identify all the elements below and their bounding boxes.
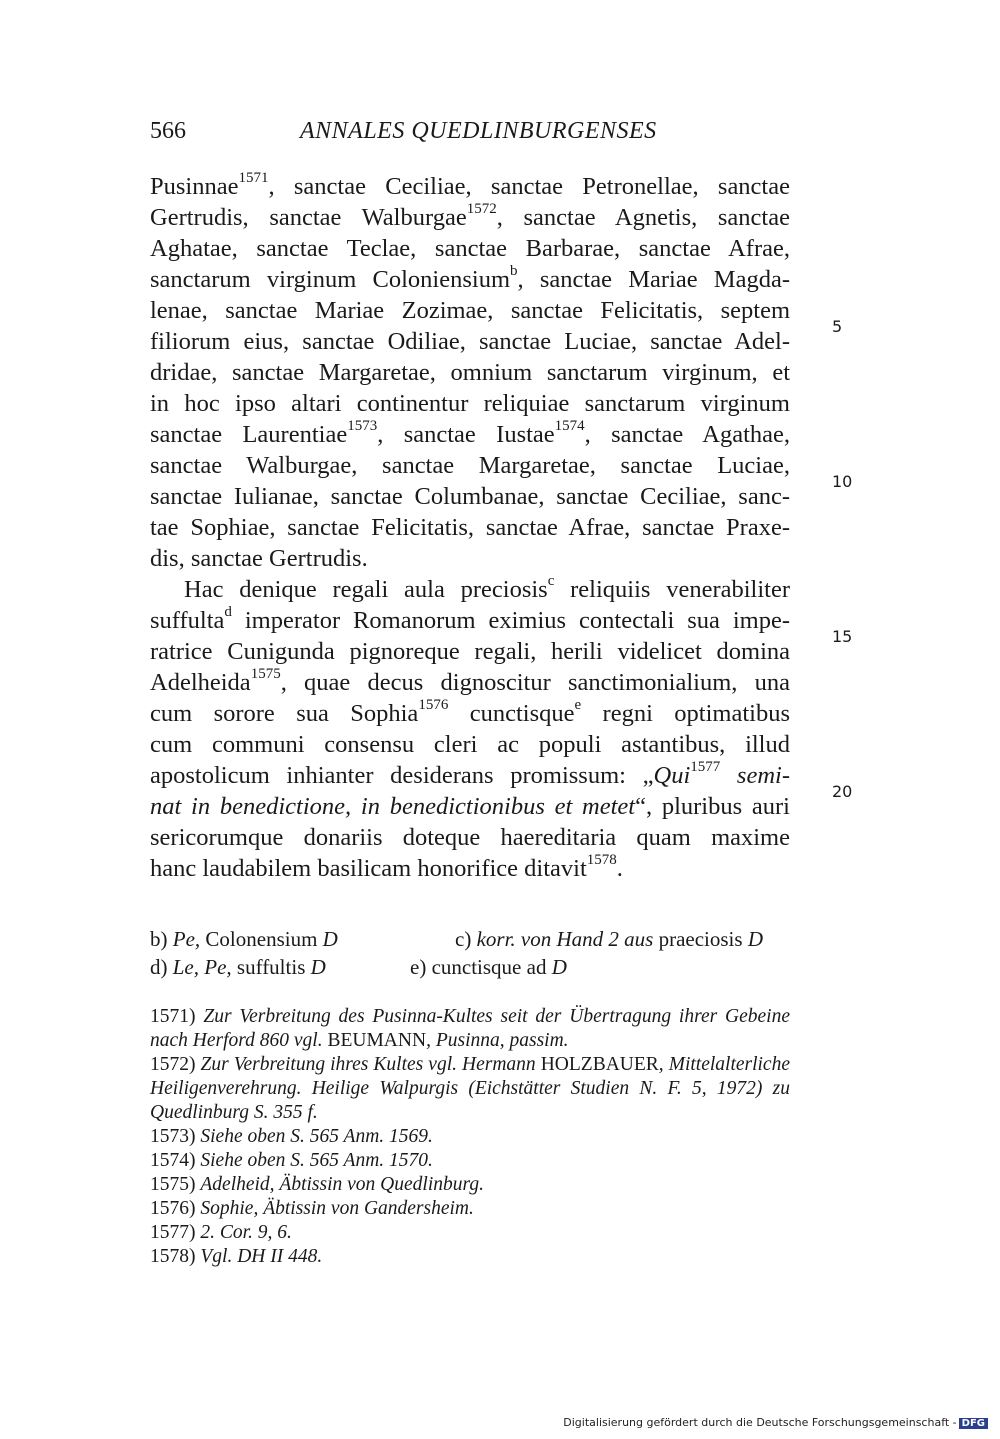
text-line: sanctae Laurentiae$^{1573}$, sanctae Iustae$^{1574}$, sanctae Agathae, xyxy=(150,417,791,448)
text-line: tae Sophiae, sanctae Felicitatis, sanctae Afrae, sanctae Praxe- xyxy=(150,514,790,541)
footnote-1576: 1576) Sophie, Äbtissin von Gandersheim. xyxy=(150,1198,474,1219)
footnote-1571: 1571) Zur Verbreitung des Pusinna-Kultes seit der Übertragung ihrer Gebeine nach Herford 860 vgl. BEUMANN, Pusinna, passim. xyxy=(150,1006,790,1051)
footnote-1573: 1573) Siehe oben S. 565 Anm. 1569. xyxy=(150,1126,433,1147)
footnote-ref: 1572 xyxy=(466,200,497,217)
footnote-ref: 1575 xyxy=(250,665,281,682)
apparatus-ref: d xyxy=(224,603,232,620)
running-title: ANNALES QUEDLINBURGENSES xyxy=(300,118,657,144)
text-line: suffulta$^d$ imperator Romanorum eximius contectali sua impe- xyxy=(150,603,790,634)
text-line: cum communi consensu cleri ac populi astantibus, illud xyxy=(150,731,790,758)
text-line: ratrice Cunigunda pignoreque regali, herili videlicet domina xyxy=(150,638,790,665)
text-line: dis, sanctae Gertrudis. xyxy=(150,545,368,572)
footnote-1572: 1572) Zur Verbreitung ihres Kultes vgl. Hermann HOLZBAUER, Mittelalterliche Heiligenverehrung. Heilige Walpurgis (Eichstätter Studien N. F. 5, 1972) zu Quedlinburg S. 355 f. xyxy=(150,1054,790,1123)
text-line: hanc laudabilem basilicam honorifice ditavit$^{1578}$. xyxy=(150,851,623,882)
text-line: Gertrudis, sanctae Walburgae$^{1572}$, sanctae Agnetis, sanctae xyxy=(150,200,790,231)
line-number: 10 xyxy=(832,472,853,491)
footnote-ref: 1571 xyxy=(238,169,269,186)
text-line: sanctae Iulianae, sanctae Columbanae, sanctae Ceciliae, sanc- xyxy=(150,483,790,510)
footnote-ref: 1577 xyxy=(690,758,721,775)
line-number: 5 xyxy=(832,317,843,336)
page-number: 566 xyxy=(150,118,186,144)
apparatus-entry-b: b) Pe, Colonensium D xyxy=(150,927,338,951)
footnote-1577: 1577) 2. Cor. 9, 6. xyxy=(150,1222,292,1243)
text-line: Hac denique regali aula preciosis$^c$ reliquiis venerabiliter xyxy=(184,572,790,603)
apparatus-entry-e: e) cunctisque ad D xyxy=(410,955,567,979)
text-line: apostolicum inhianter desiderans promissum: „Qui$^{1577}$ semi- xyxy=(150,758,790,789)
footnote-ref: 1576 xyxy=(418,696,449,713)
footnote-1578: 1578) Vgl. DH II 448. xyxy=(150,1246,323,1267)
text-line: sanctae Walburgae, sanctae Margaretae, sanctae Luciae, xyxy=(150,452,790,479)
text-line: cum sorore sua Sophia$^{1576}$ cunctisque$^e$ regni optimatibus xyxy=(150,696,790,727)
apparatus-entry-d: d) Le, Pe, suffultis D xyxy=(150,955,326,979)
apparatus-ref: b xyxy=(510,262,518,279)
text-line: sericorumque donariis doteque haereditaria quam maxime xyxy=(150,824,790,851)
text-line: filiorum eius, sanctae Odiliae, sanctae Luciae, sanctae Adel- xyxy=(150,328,790,355)
footnote-1575: 1575) Adelheid, Äbtissin von Quedlinburg. xyxy=(150,1174,484,1195)
text-line: dridae, sanctae Margaretae, omnium sanctarum virginum, et xyxy=(150,359,790,386)
line-number: 20 xyxy=(832,782,853,801)
line-number: 15 xyxy=(832,627,853,646)
footnote-ref: 1578 xyxy=(586,851,617,868)
text-line: sanctarum virginum Coloniensium$^b$, sanctae Mariae Magda- xyxy=(150,262,790,293)
apparatus-ref: e xyxy=(574,696,582,713)
text-line: Pusinnae$^{1571}$, sanctae Ceciliae, sanctae Petronellae, sanctae xyxy=(150,169,790,200)
apparatus-entry-c: c) korr. von Hand 2 aus praeciosis D xyxy=(455,927,763,951)
text-line: Adelheida$^{1575}$, quae decus dignoscitur sanctimonialium, una xyxy=(150,665,790,696)
footnote-ref: 1574 xyxy=(554,417,585,434)
footnote-ref: 1573 xyxy=(347,417,378,434)
main-text xyxy=(150,171,790,884)
text-line: nat in benedictione, in benedictionibus et metet“, pluribus auri xyxy=(150,793,790,820)
digitization-credit: Digitalisierung gefördert durch die Deutsche Forschungsgemeinschaft - DFG xyxy=(563,1416,988,1429)
text-line: in hoc ipso altari continentur reliquiae sanctarum virginum xyxy=(150,390,790,417)
text-line: lenae, sanctae Mariae Zozimae, sanctae Felicitatis, septem xyxy=(150,297,790,324)
footnote-1574: 1574) Siehe oben S. 565 Anm. 1570. xyxy=(150,1150,433,1171)
footnotes xyxy=(150,1005,790,1269)
text-line: Aghatae, sanctae Teclae, sanctae Barbarae, sanctae Afrae, xyxy=(150,235,790,262)
apparatus-ref: c xyxy=(547,572,555,589)
dfg-logo: DFG xyxy=(959,1418,988,1429)
